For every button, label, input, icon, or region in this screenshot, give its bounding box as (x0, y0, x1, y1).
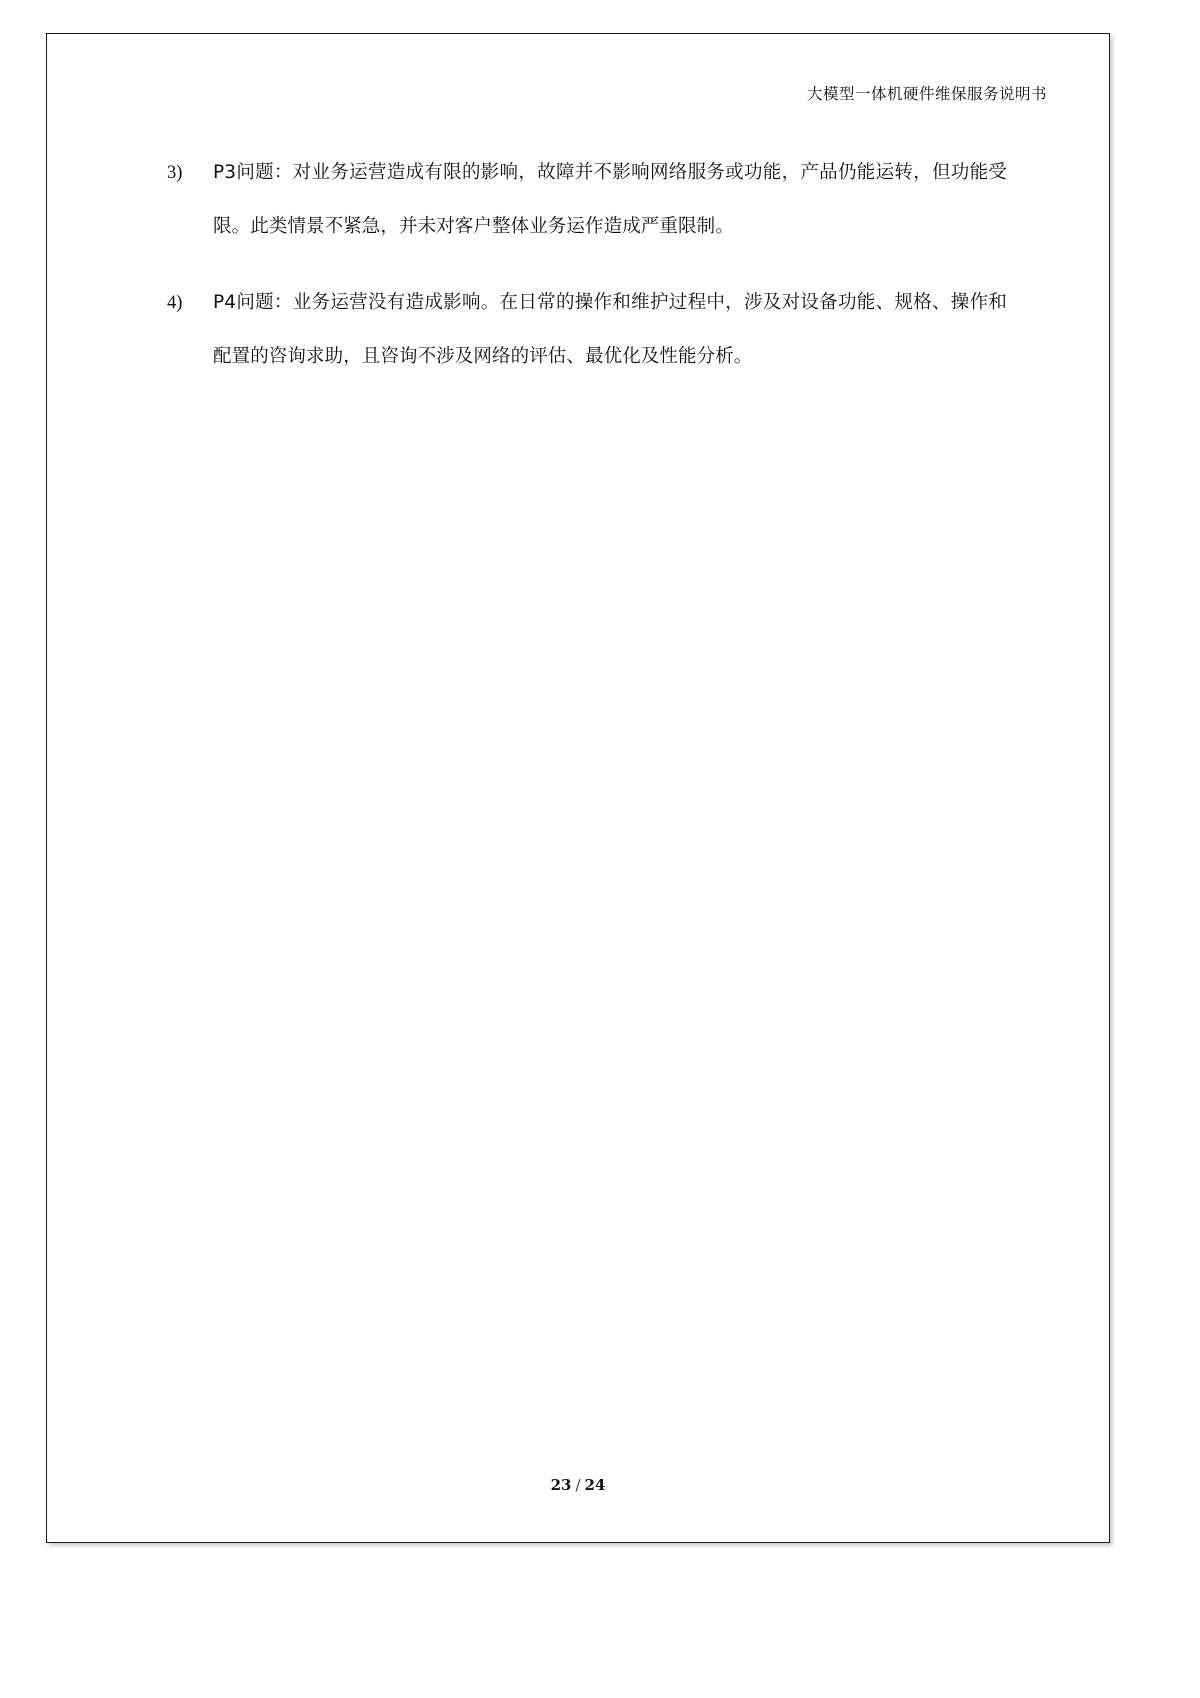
page-body (159, 146, 1007, 406)
list-item-text: P3问题：对业务运营造成有限的影响，故障并不影响网络服务或功能，产品仍能运转，但功能受限。此类情景不紧急，并未对客户整体业务运作造成严重限制。 (213, 162, 1007, 237)
document-page (46, 33, 1110, 1543)
page-number-separator: / (575, 1476, 581, 1494)
list-item (159, 146, 1007, 254)
page-header: 大模型一体机硬件维保服务说明书 (806, 85, 1047, 103)
list-item (159, 276, 1007, 384)
page-content (47, 34, 1109, 1542)
list-item-marker: 4) (167, 293, 183, 313)
page-number-current: 23 (550, 1476, 572, 1494)
list-item-text: P4问题：业务运营没有造成影响。在日常的操作和维护过程中，涉及对设备功能、规格、操作和配置的咨询求助，且咨询不涉及网络的评估、最优化及性能分析。 (213, 292, 1007, 367)
list-item-marker: 3) (167, 163, 183, 183)
page-footer (47, 1476, 1109, 1494)
page-number-total: 24 (584, 1476, 606, 1494)
